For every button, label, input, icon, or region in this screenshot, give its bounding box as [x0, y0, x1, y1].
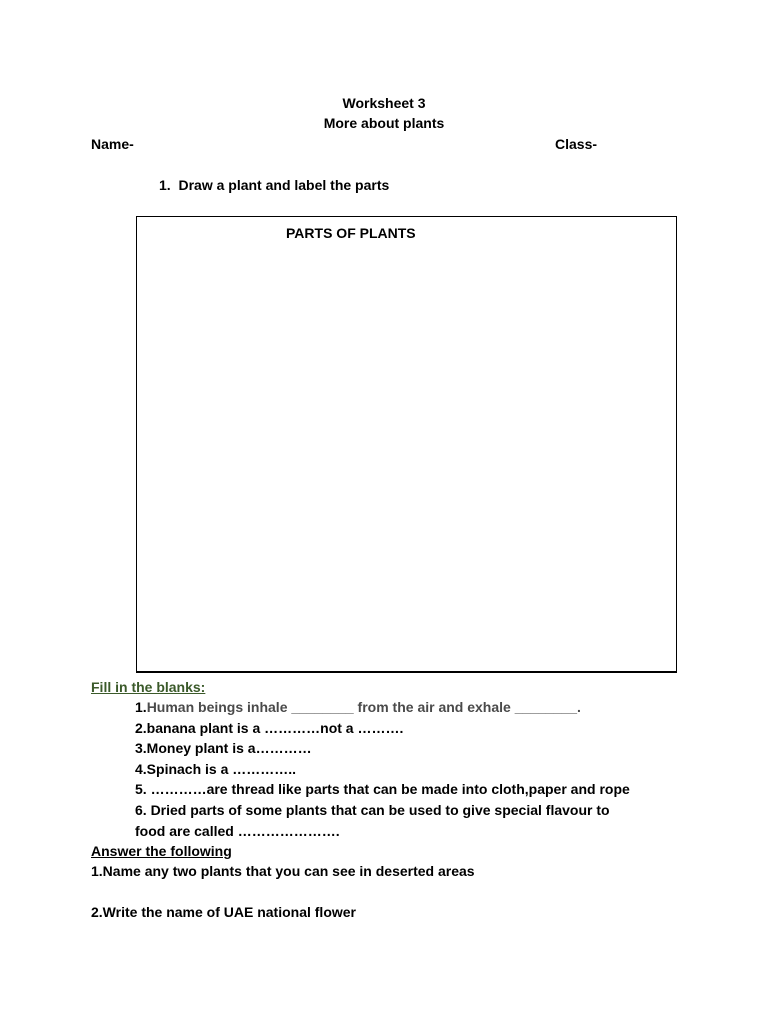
question-1	[159, 176, 389, 194]
fill-blanks-heading: Fill in the blanks:	[91, 679, 206, 695]
fill-blank-item-1	[135, 698, 581, 716]
fill-blank-item-3: 3.Money plant is a…………	[135, 740, 312, 756]
fill-blank-item-4: 4.Spinach is a …………..	[135, 761, 297, 777]
answer-item-1: 1.Name any two plants that you can see in deserted areas	[91, 863, 475, 879]
worksheet-title: Worksheet 3	[342, 95, 426, 111]
worksheet-subtitle: More about plants	[323, 115, 445, 131]
fill-blank-item-6-continued: food are called ………………….	[135, 823, 340, 839]
fill-blank-item-5: 5. …………are thread like parts that can be made into cloth,paper and rope	[135, 781, 630, 797]
class-label: Class-	[555, 136, 598, 152]
name-label: Name-	[91, 136, 134, 152]
question-1-text: Draw a plant and label the parts	[178, 177, 390, 193]
question-1-number: 1.	[159, 177, 171, 193]
answer-heading: Answer the following	[91, 843, 232, 859]
fill-blank-item-1-text: Human beings inhale ________ from the air and exhale ________.	[146, 699, 581, 715]
fill-blank-item-6: 6. Dried parts of some plants that can be used to give special flavour to	[135, 802, 610, 818]
fill-blank-item-1-number: 1.	[135, 699, 147, 715]
fill-blank-item-2: 2.banana plant is a …………not a ……….	[135, 720, 404, 736]
answer-item-2: 2.Write the name of UAE national flower	[91, 904, 357, 920]
drawing-box-title: PARTS OF PLANTS	[286, 225, 416, 241]
drawing-box	[136, 216, 677, 673]
